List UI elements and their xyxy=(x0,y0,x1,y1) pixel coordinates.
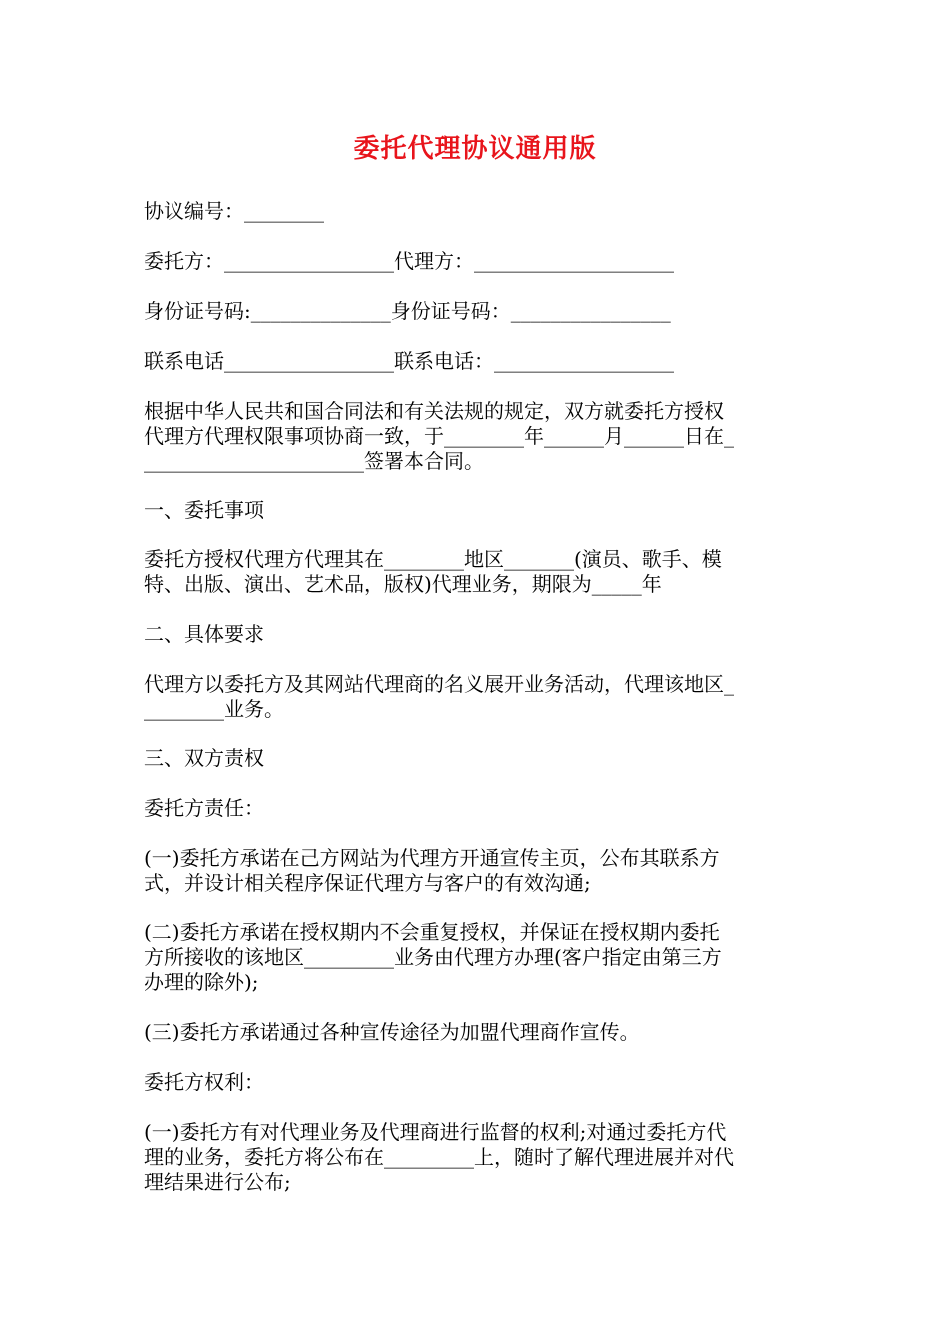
principal-rights-heading: 委托方权利： xyxy=(144,1070,264,1094)
section-heading-3: 三、双方责权 xyxy=(144,746,264,770)
phone-line: 联系电话_________________联系电话：__________________ xyxy=(144,349,674,373)
rights-item-1: (一)委托方有对代理业务及代理商进行监督的权利;对通过委托方代 理的业务，委托方将公布在_________上，随时了解代理进展并对代 理结果进行公布; xyxy=(144,1120,734,1194)
preamble-paragraph: 根据中华人民共和国合同法和有关法规的规定，双方就委托方授权 代理方代理权限事项协商一致，于________年______月______日在_ ______________________签署本合同。 xyxy=(144,399,734,473)
requirements-paragraph: 代理方以委托方及其网站代理商的名义展开业务活动，代理该地区_ ________业务。 xyxy=(144,672,734,721)
id-number-line: 身份证号码:______________身份证号码：________________ xyxy=(144,299,671,323)
section-heading-2: 二、具体要求 xyxy=(144,622,264,646)
agreement-number-line: 协议编号：________ xyxy=(144,199,324,223)
principal-duties-heading: 委托方责任： xyxy=(144,796,264,820)
section-heading-1: 一、委托事项 xyxy=(144,498,264,522)
duty-item-2: (二)委托方承诺在授权期内不会重复授权，并保证在授权期内委托 方所接收的该地区_________业务由代理方办理(客户指定由第三方 办理的除外); xyxy=(144,920,722,994)
parties-line: 委托方：_________________代理方：____________________ xyxy=(144,249,674,273)
document-title: 委托代理协议通用版 xyxy=(353,134,597,164)
entrustment-paragraph: 委托方授权代理方代理其在________地区_______(演员、歌手、模 特、出版、演出、艺术品，版权)代理业务，期限为_____年 xyxy=(144,547,722,596)
duty-item-1: (一)委托方承诺在己方网站为代理方开通宣传主页，公布其联系方 式，并设计相关程序保证代理方与客户的有效沟通; xyxy=(144,846,720,895)
duty-item-3: (三)委托方承诺通过各种宣传途径为加盟代理商作宣传。 xyxy=(144,1020,640,1044)
